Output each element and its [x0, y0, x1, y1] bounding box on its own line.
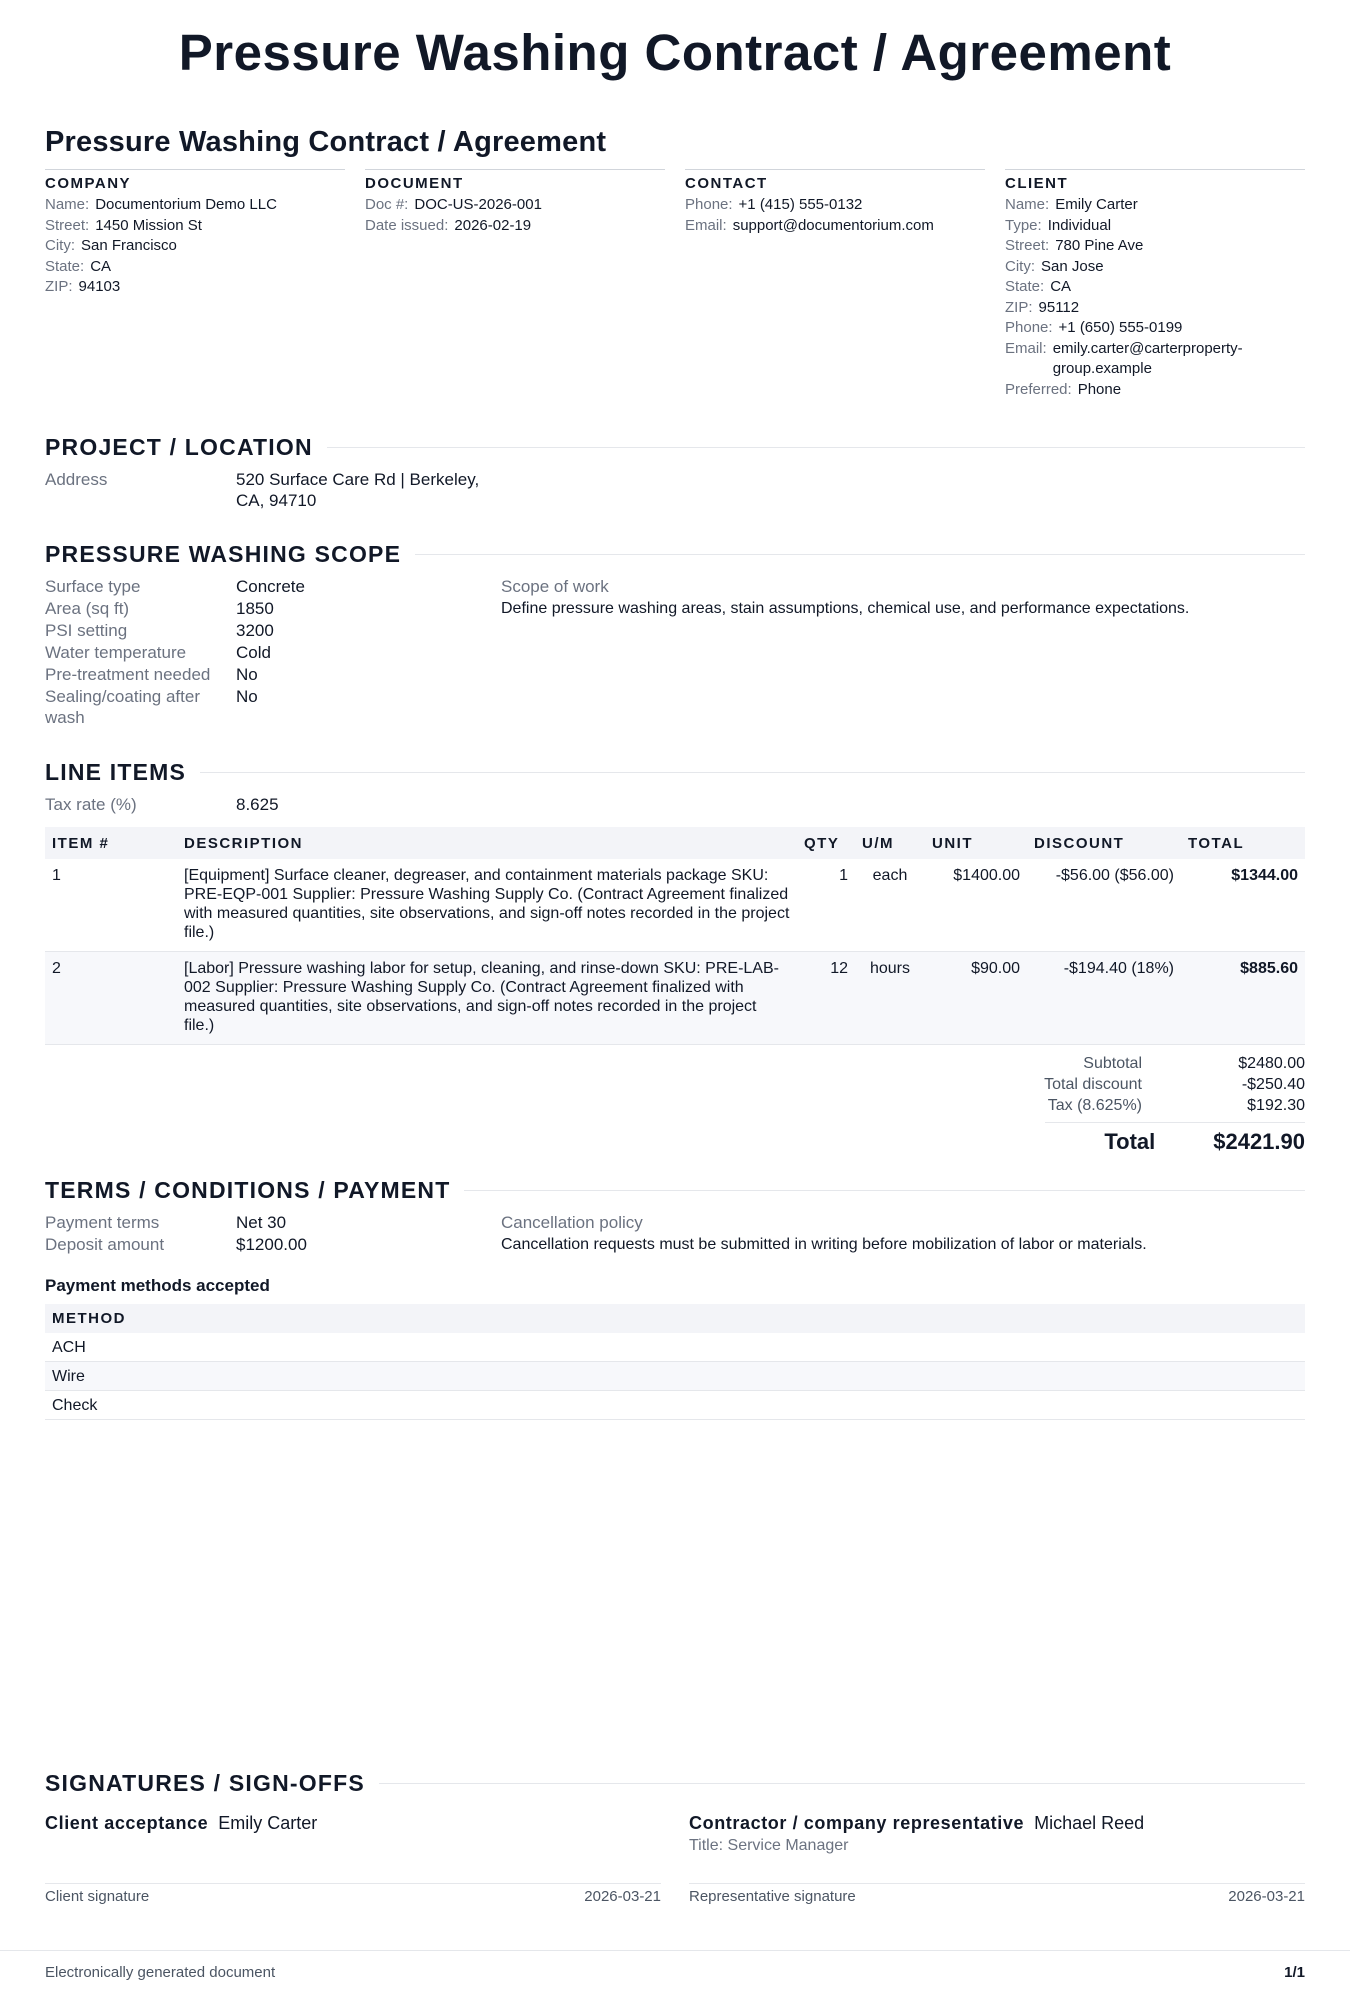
field-value: 3200 — [236, 621, 274, 640]
info-field-key: State: — [45, 257, 85, 275]
info-field-value: San Francisco — [81, 237, 177, 254]
client-acceptance-label: Client acceptance — [45, 1813, 209, 1833]
client-fields — [1005, 195, 1305, 400]
scope-content — [45, 576, 1305, 729]
info-field-value: emily.carter@carterproperty-group.example — [1052, 339, 1243, 377]
info-field-key: Type: — [1005, 216, 1042, 234]
info-field-value: Emily Carter — [1055, 196, 1138, 213]
tax-value: $192.30 — [1247, 1097, 1305, 1114]
cancellation-label: Cancellation policy — [501, 1213, 643, 1232]
info-field — [685, 195, 985, 216]
info-field-value: Individual — [1047, 216, 1112, 234]
info-field — [1005, 318, 1305, 339]
info-field-value: DOC-US-2026-001 — [414, 196, 542, 213]
rep-role-label: Contractor / company representative — [689, 1813, 1025, 1833]
payment-method: Wire — [45, 1362, 1305, 1391]
field-value: No — [236, 665, 258, 684]
item-description: [Equipment] Surface cleaner, degreaser, and containment materials package SKU: PRE-EQP-001 Supplier: Pressure Washing Supply Co. (Contract Agreement finalized with measured quantities, site observations, and sign-off notes recorded in the project file.) — [177, 859, 797, 952]
scope-fields — [45, 576, 501, 729]
item-qty: 12 — [797, 952, 855, 1045]
section-divider — [415, 554, 1305, 556]
line-items-title-text: LINE ITEMS — [45, 759, 187, 785]
total-discount-value: -$250.40 — [1241, 1076, 1305, 1093]
info-field — [45, 257, 345, 278]
info-field — [1005, 195, 1305, 216]
document-page — [45, 0, 1305, 1905]
document-title: Pressure Washing Contract / Agreement — [45, 126, 607, 158]
client-signature-block — [45, 1811, 661, 1905]
col-method: METHOD — [45, 1304, 1305, 1333]
info-field-key: Date issued: — [365, 216, 449, 234]
info-field-key: Phone: — [1005, 319, 1053, 336]
info-field — [45, 195, 345, 216]
info-field-value: 94103 — [78, 278, 121, 295]
field-value: Concrete — [236, 577, 305, 596]
info-field-value: support@documentorium.com — [732, 216, 934, 234]
table-row — [45, 952, 1305, 1045]
col-discount: DISCOUNT — [1027, 827, 1181, 859]
signatures-title-text: SIGNATURES / SIGN-OFFS — [45, 1770, 365, 1796]
payment-methods-table — [45, 1304, 1305, 1420]
table-row — [45, 1333, 1305, 1362]
info-field — [45, 216, 345, 237]
item-discount: -$56.00 ($56.00) — [1027, 859, 1181, 952]
scope-section-title — [45, 541, 1305, 568]
info-field — [45, 236, 345, 257]
info-field-value: San Jose — [1041, 257, 1104, 275]
rep-signature-line[interactable] — [689, 1883, 1305, 1905]
info-field-key: Street: — [1005, 237, 1050, 254]
signatures-section-title — [45, 1770, 1305, 1797]
rep-title: Title: Service Manager — [689, 1837, 849, 1854]
info-field-key: Name: — [1005, 196, 1050, 213]
section-divider — [464, 1190, 1305, 1192]
header-info-grid — [45, 169, 1305, 400]
col-total: TOTAL — [1181, 827, 1305, 859]
item-um: each — [855, 859, 925, 952]
field-value: Net 30 — [236, 1213, 287, 1232]
contact-label: CONTACT — [685, 175, 768, 192]
item-number: 1 — [45, 859, 177, 952]
info-field-value: CA — [1050, 278, 1072, 295]
item-discount: -$194.40 (18%) — [1027, 952, 1181, 1045]
field-row — [45, 1212, 501, 1233]
info-field — [1005, 236, 1305, 257]
footer-generated-note: Electronically generated document — [45, 1964, 276, 1981]
info-field — [1005, 277, 1305, 298]
field-value: No — [236, 687, 258, 706]
company-block — [45, 169, 345, 400]
subtotal-label: Subtotal — [1083, 1055, 1142, 1072]
col-unit: UNIT — [925, 827, 1027, 859]
grand-total-row — [1045, 1122, 1305, 1155]
info-field-key: Doc #: — [365, 196, 409, 213]
client-signature-label: Client signature — [45, 1888, 150, 1905]
section-divider — [379, 1783, 1305, 1785]
info-field-value: Phone — [1077, 380, 1122, 398]
info-field-value: CA — [90, 257, 112, 275]
rep-head — [689, 1811, 1305, 1835]
discount-row — [45, 1074, 1305, 1095]
field-value: $1200.00 — [236, 1235, 307, 1254]
info-field-key: Email: — [1005, 339, 1047, 357]
field-value: Cold — [236, 643, 271, 662]
scope-of-work — [501, 576, 1305, 729]
company-fields — [45, 195, 345, 298]
page-footer — [0, 1950, 1350, 1981]
company-label: COMPANY — [45, 175, 132, 192]
client-block — [1005, 169, 1305, 400]
info-field-key: City: — [1005, 257, 1035, 275]
field-label: Water temperature — [45, 643, 187, 662]
info-field-key: Email: — [685, 216, 727, 234]
address-label: Address — [45, 470, 108, 489]
cancellation-policy — [501, 1212, 1305, 1256]
item-unit: $1400.00 — [925, 859, 1027, 952]
terms-section-title — [45, 1177, 1305, 1204]
document-fields — [365, 195, 665, 236]
section-divider — [327, 447, 1305, 449]
info-field — [1005, 298, 1305, 319]
info-field-value: +1 (415) 555-0132 — [738, 196, 863, 213]
info-field — [1005, 216, 1305, 237]
document-label: DOCUMENT — [365, 175, 464, 192]
field-value: 1850 — [236, 599, 274, 618]
info-field-key: ZIP: — [45, 278, 73, 295]
item-description: [Labor] Pressure washing labor for setup, cleaning, and rinse-down SKU: PRE-LAB-002 Supplier: Pressure Washing Supply Co. (Contract Agreement finalized with measured quantities, site observations, and sign-off notes recorded in the project file.) — [177, 952, 797, 1045]
rep-signature-block — [689, 1811, 1305, 1905]
info-field — [1005, 257, 1305, 278]
table-row — [45, 859, 1305, 952]
field-label: Pre-treatment needed — [45, 665, 211, 684]
contact-block — [685, 169, 985, 400]
project-section-title — [45, 434, 1305, 461]
total-discount-label: Total discount — [1044, 1076, 1142, 1093]
col-item: ITEM # — [45, 827, 177, 859]
line-items-table — [45, 827, 1305, 1045]
info-field-key: State: — [1005, 278, 1045, 295]
tax-rate-label: Tax rate (%) — [45, 795, 137, 814]
signatures-section — [45, 1770, 1305, 1905]
item-unit: $90.00 — [925, 952, 1027, 1045]
item-um: hours — [855, 952, 925, 1045]
field-row — [45, 642, 501, 663]
info-field-key: Preferred: — [1005, 380, 1072, 398]
grand-total-value: $2421.90 — [1213, 1129, 1305, 1154]
grand-total-label: Total — [1104, 1129, 1156, 1154]
info-field-value: 95112 — [1038, 298, 1080, 316]
info-field-key: Name: — [45, 196, 90, 213]
totals-block — [45, 1053, 1305, 1155]
client-signature-date: 2026-03-21 — [584, 1888, 661, 1905]
field-row — [45, 598, 501, 619]
field-label: Payment terms — [45, 1213, 160, 1232]
field-label: Sealing/coating after wash — [45, 687, 200, 727]
terms-title-text: TERMS / CONDITIONS / PAYMENT — [45, 1177, 451, 1203]
info-field-value: 1450 Mission St — [95, 216, 202, 234]
cancellation-text: Cancellation requests must be submitted in writing before mobilization of labor or materials. — [501, 1236, 1147, 1253]
client-signature-line[interactable] — [45, 1883, 661, 1905]
col-um: U/M — [855, 827, 925, 859]
terms-fields — [45, 1212, 501, 1256]
scope-title-text: PRESSURE WASHING SCOPE — [45, 541, 402, 567]
item-total: $885.60 — [1181, 952, 1305, 1045]
info-field — [1005, 339, 1305, 380]
info-field-key: ZIP: — [1005, 298, 1033, 316]
field-row — [45, 664, 501, 685]
section-divider — [200, 772, 1305, 774]
field-row — [45, 1234, 501, 1255]
line-items-body — [45, 859, 1305, 1045]
item-total: $1344.00 — [1181, 859, 1305, 952]
client-sub-spacer — [45, 1837, 661, 1857]
info-field-value: Documentorium Demo LLC — [95, 196, 277, 213]
project-title-text: PROJECT / LOCATION — [45, 434, 313, 460]
info-field — [45, 277, 345, 298]
info-field-key: Street: — [45, 216, 90, 234]
tax-row — [45, 1095, 1305, 1116]
item-number: 2 — [45, 952, 177, 1045]
line-items-header-row — [45, 827, 1305, 859]
col-qty: QTY — [797, 827, 855, 859]
rep-signature-date: 2026-03-21 — [1228, 1888, 1305, 1905]
rep-signature-label: Representative signature — [689, 1888, 856, 1905]
page-number: 1/1 — [1284, 1964, 1305, 1981]
terms-content — [45, 1212, 1305, 1256]
contact-fields — [685, 195, 985, 236]
info-field — [365, 195, 665, 216]
client-label: CLIENT — [1005, 175, 1069, 192]
field-label: Area (sq ft) — [45, 599, 130, 618]
methods-body — [45, 1333, 1305, 1420]
col-description: DESCRIPTION — [177, 827, 797, 859]
page-banner-title: Pressure Washing Contract / Agreement — [178, 24, 1172, 81]
tax-rate-row — [45, 794, 1305, 815]
info-field-value: +1 (650) 555-0199 — [1058, 319, 1183, 336]
info-field-key: Phone: — [685, 196, 733, 213]
info-field-key: City: — [45, 237, 75, 254]
table-row — [45, 1391, 1305, 1420]
info-field — [365, 216, 665, 237]
line-items-section-title — [45, 759, 1305, 786]
project-address-row — [45, 469, 1305, 511]
tax-label: Tax (8.625%) — [1047, 1097, 1142, 1114]
scope-of-work-text: Define pressure washing areas, stain assumptions, chemical use, and performance expectations. — [501, 600, 1190, 617]
field-row — [45, 686, 501, 728]
client-acceptance-head — [45, 1811, 661, 1835]
info-field-value: 780 Pine Ave — [1055, 237, 1144, 254]
field-label: Deposit amount — [45, 1235, 165, 1254]
field-label: Surface type — [45, 577, 141, 596]
tax-rate-value: 8.625 — [236, 795, 279, 814]
signature-grid — [45, 1811, 1305, 1905]
payment-method: Check — [45, 1391, 1305, 1420]
field-row — [45, 620, 501, 641]
subtotal-row — [45, 1053, 1305, 1074]
address-value: 520 Surface Care Rd | Berkeley, CA, 94710 — [236, 470, 480, 510]
payment-methods-title: Payment methods accepted — [45, 1276, 270, 1295]
client-signer-name: Emily Carter — [218, 1813, 318, 1833]
field-row — [45, 576, 501, 597]
item-qty: 1 — [797, 859, 855, 952]
subtotal-value: $2480.00 — [1238, 1055, 1305, 1072]
payment-method: ACH — [45, 1333, 1305, 1362]
info-field — [1005, 380, 1305, 401]
scope-of-work-label: Scope of work — [501, 577, 609, 596]
info-field — [685, 216, 985, 237]
methods-header-row — [45, 1304, 1305, 1333]
field-label: PSI setting — [45, 621, 128, 640]
table-row — [45, 1362, 1305, 1391]
rep-signer-name: Michael Reed — [1034, 1813, 1145, 1833]
document-block — [365, 169, 665, 400]
info-field-value: 2026-02-19 — [454, 216, 532, 234]
